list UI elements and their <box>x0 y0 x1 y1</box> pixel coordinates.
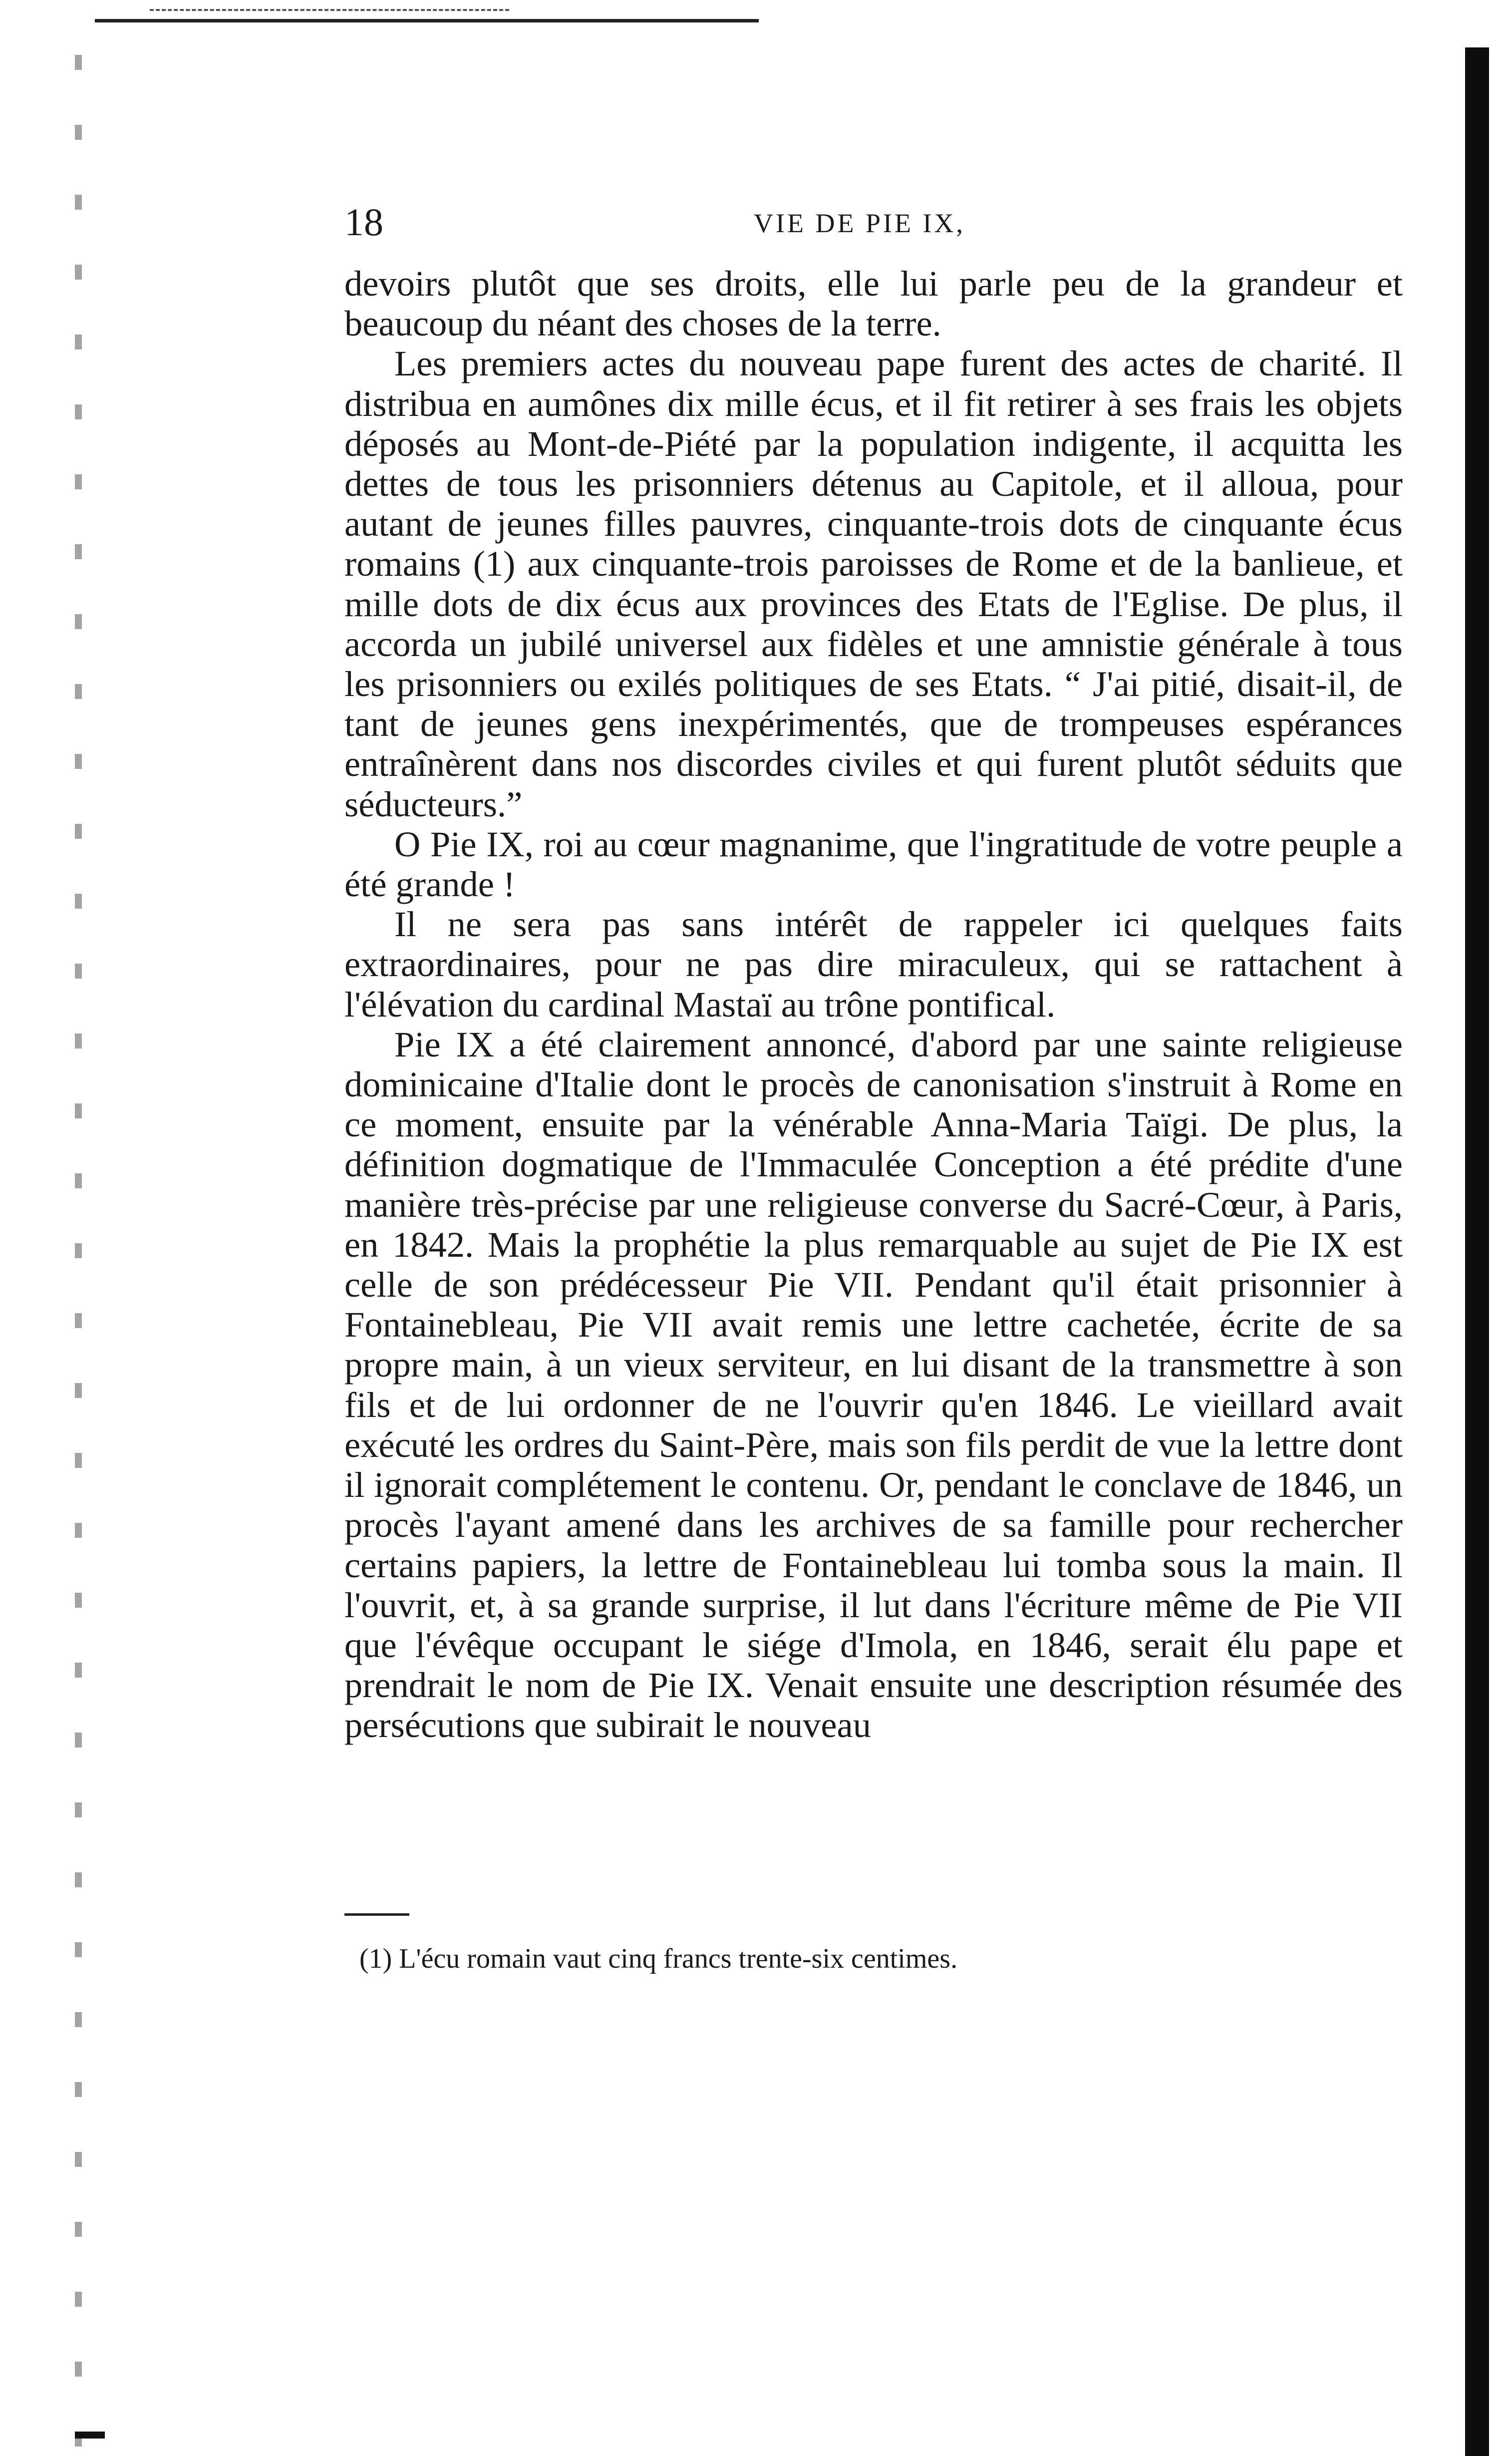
paragraph-4: Il ne sera pas sans intérêt de rappeler ici quelques faits extraordinaires, pour ne pas dire miraculeux, qui se rattachent à l'élévation du cardinal Mastaï au trône pontifical. <box>344 904 1403 1025</box>
page-number: 18 <box>344 200 383 244</box>
page-header <box>344 197 1403 252</box>
left-margin-mark <box>75 2432 105 2439</box>
paragraph-3: O Pie IX, roi au cœur magnanime, que l'ingratitude de votre peuple a été grande ! <box>344 823 1403 905</box>
body-text <box>344 264 1403 1746</box>
top-rule <box>95 19 759 22</box>
top-dashed-rule <box>150 9 509 13</box>
running-title: VIE DE PIE IX, <box>754 208 965 238</box>
paragraph-5: Pie IX a été clairement annoncé, d'abord par une sainte religieuse dominicaine d'Italie dont le procès de canonisation s'instruit à Rome en ce moment, ensuite par la vénérable Anna-Maria Taïgi. De plus, la définition dogmatique de l'Immaculée Conception a été prédite d'une manière très-précise par une religieuse converse du Sacré-Cœur, à Paris, en 1842. Mais la prophétie la plus remarquable au sujet de Pie IX est celle de son prédécesseur Pie VII. Pendant qu'il était prisonnier à Fontainebleau, Pie VII avait remis une lettre cachetée, écrite de sa propre main, à un vieux serviteur, en lui disant de la transmettre à son fils et de lui ordonner de ne l'ouvrir qu'en 1846. Le vieillard avait exécuté les ordres du Saint-Père, mais son fils perdit de vue la lettre dont il ignorait complétement le contenu. Or, pendant le conclave de 1846, un procès l'ayant amené dans les archives de sa famille pour rechercher certains papiers, la lettre de Fontainebleau lui tomba sous la main. Il l'ouvrit, et, à sa grande surprise, il lut dans l'écriture même de Pie VII que l'évêque occupant le siége d'Imola, en 1846, serait élu pape et prendrait le nom de Pie IX. Venait ensuite une description résumée des persécutions que subirait le nouveau <box>344 1024 1403 1746</box>
footnote-rule <box>344 1913 409 1916</box>
paragraph-2: Les premiers actes du nouveau pape furent des actes de charité. Il distribua en aumônes dix mille écus, et il fit retirer à ses frais les objets déposés au Mont-de-Piété par la population indigente, il acquitta les dettes de tous les prisonniers détenus au Capitole, et il alloua, pour autant de jeunes filles pauvres, cinquante-trois dots de cinquante écus romains (1) aux cinquante-trois paroisses de Rome et de la banlieue, et mille dots de dix écus aux provinces des Etats de l'Eglise. De plus, il accorda un jubilé universel aux fidèles et une amnistie générale à tous les prisonniers ou exilés politiques de ses Etats. “ J'ai pitié, disait-il, de tant de jeunes gens inexpérimentés, que de trompeuses espérances entraînèrent dans nos discordes civiles et qui furent plutôt séduits que séducteurs.” <box>344 343 1403 824</box>
footnote: (1) L'écu romain vaut cinq francs trente-six centimes. <box>359 1943 958 1974</box>
right-edge-bar <box>1465 47 1489 2456</box>
left-margin-specks <box>75 25 82 2452</box>
paragraph-1: devoirs plutôt que ses droits, elle lui parle peu de la grandeur et beaucoup du néant des choses de la terre. <box>344 263 1403 344</box>
